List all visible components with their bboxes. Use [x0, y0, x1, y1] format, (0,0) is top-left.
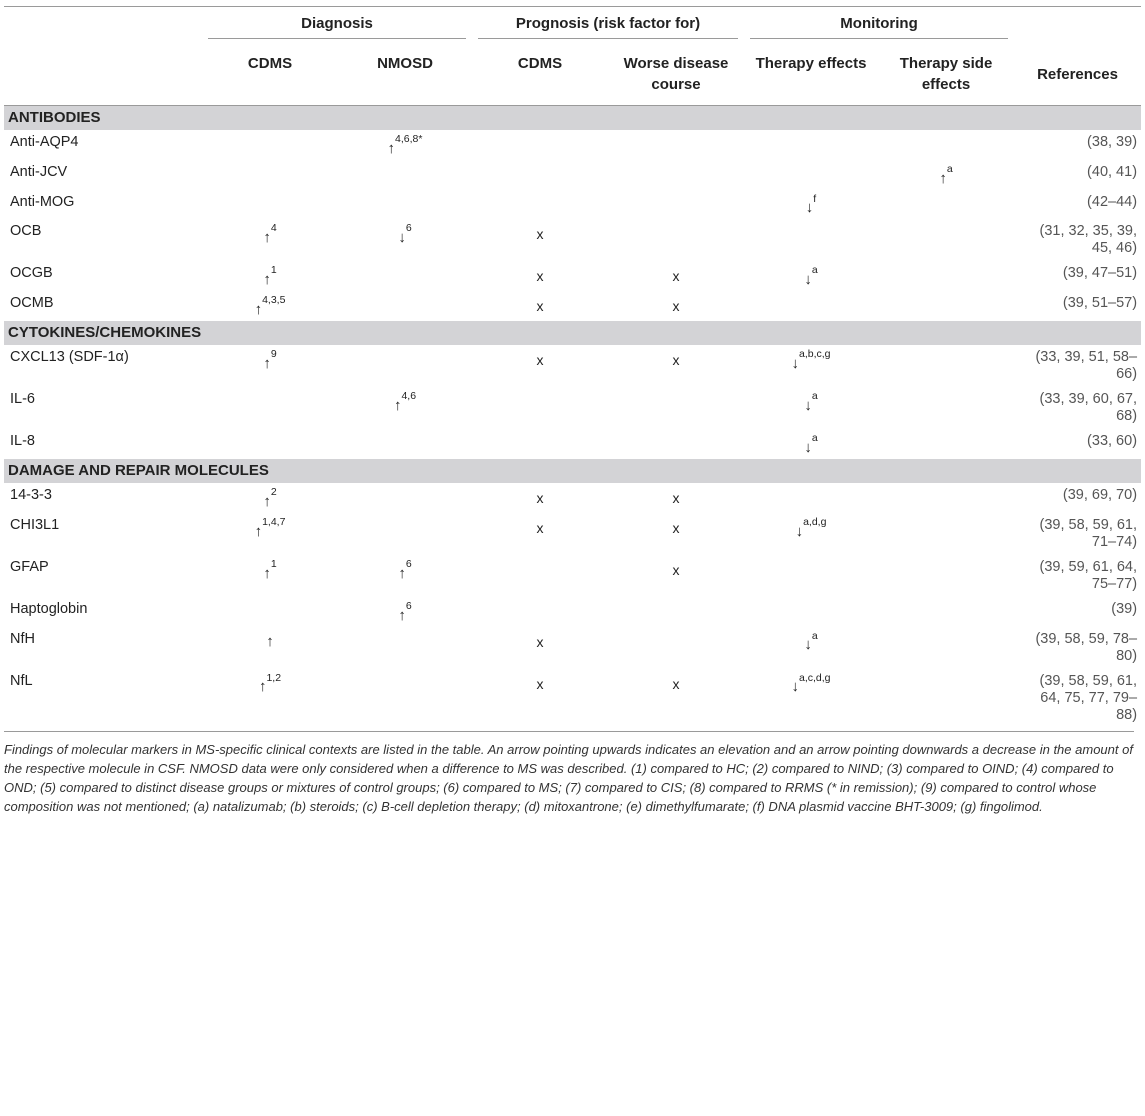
marker-name: 14-3-3	[10, 486, 52, 503]
cell-cdms	[202, 261, 338, 291]
cell-prognosis-cdms	[472, 627, 608, 669]
cell-cdms	[202, 555, 338, 597]
cell-therapy-effects	[744, 483, 878, 513]
cell-cdms	[202, 130, 338, 160]
superscript-note: 2	[270, 485, 277, 498]
marker-name: IL-6	[10, 391, 35, 408]
cell-worse-course	[608, 160, 744, 190]
superscript-note: a,c,d,g	[799, 671, 831, 684]
superscript-note: a	[811, 432, 818, 445]
cell-nmosd	[338, 130, 472, 160]
arrow-up-icon: ↑	[254, 522, 263, 540]
table-row	[4, 429, 1141, 459]
arrow-down-marker	[792, 673, 831, 695]
x-mark: x	[672, 675, 680, 692]
marker-name: OCB	[10, 223, 42, 240]
table-row	[4, 160, 1141, 190]
table-row	[4, 627, 1141, 669]
arrow-down-marker	[804, 391, 817, 413]
arrow-up-marker	[255, 517, 286, 539]
cell-cdms	[202, 513, 338, 555]
cell-worse-course	[608, 513, 744, 555]
table-row	[4, 261, 1141, 291]
cell-cdms	[202, 597, 338, 627]
arrow-down-marker	[804, 265, 817, 287]
cell-references: (39, 51–57)	[1062, 295, 1138, 312]
arrow-up-icon: ↑	[263, 492, 271, 510]
superscript-note: 1	[270, 264, 277, 277]
cell-therapy-effects	[744, 597, 878, 627]
cell-therapy-effects	[744, 190, 878, 220]
superscript-note: 1,4,7	[262, 515, 286, 528]
cell-cdms	[202, 345, 338, 387]
cell-therapy-effects	[744, 555, 878, 597]
x-mark: x	[672, 298, 680, 315]
x-mark: x	[672, 561, 680, 578]
cell-therapy-effects	[744, 513, 878, 555]
superscript-note: 6	[405, 599, 412, 612]
arrow-up-icon: ↑	[939, 169, 947, 187]
cell-therapy-side-effects	[878, 160, 1014, 190]
arrow-up-marker	[263, 223, 276, 245]
arrow-down-icon: ↓	[791, 678, 799, 696]
cell-cdms	[202, 291, 338, 321]
cell-nmosd	[338, 190, 472, 220]
arrow-up-icon: ↑	[263, 564, 271, 582]
cell-prognosis-cdms	[472, 513, 608, 555]
table-row	[4, 513, 1141, 555]
x-mark: x	[672, 268, 680, 285]
arrow-down-icon: ↓	[805, 199, 814, 217]
header-prognosis: Prognosis (risk factor for)	[472, 7, 744, 48]
cell-cdms	[202, 190, 338, 220]
col-cdms: CDMS	[247, 55, 293, 72]
col-nmosd: NMOSD	[377, 55, 433, 72]
arrow-down-icon: ↓	[804, 636, 812, 654]
cell-cdms	[202, 160, 338, 190]
cell-cdms	[202, 669, 338, 728]
cell-prognosis-cdms	[472, 387, 608, 429]
superscript-note: a	[811, 629, 818, 642]
cell-therapy-effects	[744, 291, 878, 321]
cell-prognosis-cdms	[472, 597, 608, 627]
col-references: References	[1037, 65, 1118, 83]
cell-references: (39, 59, 61, 64, 75–77)	[1039, 558, 1138, 592]
cell-therapy-effects	[744, 261, 878, 291]
arrow-down-icon: ↓	[804, 396, 812, 414]
cell-prognosis-cdms	[472, 219, 608, 261]
table-row	[4, 190, 1141, 220]
marker-name: OCGB	[10, 265, 53, 282]
col-therapy-side-effects: Therapy side effects	[899, 55, 993, 93]
section-row	[4, 321, 1141, 345]
arrow-up-marker	[263, 487, 276, 509]
arrow-up-marker	[263, 349, 276, 371]
table-footnote: Findings of molecular markers in MS-specific clinical contexts are listed in the table. An arrow pointing upwards indicates an elevation and an arrow pointing downwards a decrease in the amount of the respective molecule in CSF. NMOSD data were only considered when a difference to MS was described. (1) compared to HC; (2) compared to NIND; (3) compared to OIND; (4) compared to OND; (5) compared to distinct disease groups or mixtures of control groups; (6) compared to MS; (7) compared to CIS; (8) compared to RRMS (* in remission); (9) compared to control whose composition was not mentioned; (a) natalizumab; (b) steroids; (c) B-cell depletion therapy; (d) mitoxantrone; (e) dimethylfumarate; (f) DNA plasmid vaccine BHT-3009; (g) fingolimod.	[4, 731, 1134, 816]
cell-therapy-effects	[744, 219, 878, 261]
cell-prognosis-cdms	[472, 669, 608, 728]
cell-nmosd	[338, 219, 472, 261]
cell-worse-course	[608, 387, 744, 429]
header-column-row	[4, 47, 1141, 106]
marker-name: Anti-AQP4	[10, 134, 79, 150]
cell-nmosd	[338, 160, 472, 190]
x-mark: x	[536, 352, 544, 369]
arrow-down-icon: ↓	[398, 229, 406, 247]
cell-nmosd	[338, 555, 472, 597]
arrow-up-marker	[388, 134, 423, 156]
cell-therapy-effects	[744, 387, 878, 429]
arrow-up-icon: ↑	[393, 396, 402, 414]
cell-prognosis-cdms	[472, 483, 608, 513]
markers-table	[4, 6, 1141, 728]
cell-references: (33, 39, 60, 67, 68)	[1039, 391, 1138, 425]
cell-worse-course	[608, 483, 744, 513]
marker-name: OCMB	[10, 295, 54, 312]
marker-name: CHI3L1	[10, 516, 60, 533]
cell-therapy-side-effects	[878, 513, 1014, 555]
header-diagnosis: Diagnosis	[202, 7, 472, 48]
table-row	[4, 555, 1141, 597]
table-row	[4, 219, 1141, 261]
arrow-up-marker	[263, 265, 276, 287]
cell-therapy-side-effects	[878, 387, 1014, 429]
superscript-note: f	[813, 192, 817, 205]
arrow-down-icon: ↓	[804, 438, 812, 456]
cell-references: (33, 39, 51, 58–66)	[1035, 349, 1138, 383]
arrow-down-marker	[398, 223, 411, 245]
cell-worse-course	[608, 291, 744, 321]
arrow-up-marker	[255, 295, 286, 317]
table-row	[4, 345, 1141, 387]
x-mark: x	[672, 352, 680, 369]
superscript-note: 6	[405, 557, 412, 570]
x-mark: x	[536, 268, 544, 285]
arrow-down-marker	[804, 631, 817, 653]
cell-prognosis-cdms	[472, 261, 608, 291]
cell-worse-course	[608, 429, 744, 459]
section-title: DAMAGE AND REPAIR MOLECULES	[4, 459, 1141, 483]
superscript-note: a	[811, 390, 818, 403]
x-mark: x	[672, 519, 680, 536]
arrow-up-marker	[263, 559, 276, 581]
table-body	[4, 106, 1141, 728]
cell-nmosd	[338, 513, 472, 555]
cell-prognosis-cdms	[472, 429, 608, 459]
marker-name: CXCL13 (SDF-1α)	[10, 349, 129, 366]
col-worse-course: Worse disease course	[623, 55, 729, 93]
cell-worse-course	[608, 190, 744, 220]
arrow-down-marker	[804, 433, 817, 455]
arrow-up-icon: ↑	[263, 354, 271, 372]
cell-prognosis-cdms	[472, 190, 608, 220]
arrow-up-marker	[266, 631, 274, 649]
arrow-up-marker	[939, 164, 952, 186]
x-mark: x	[536, 298, 544, 315]
cell-cdms	[202, 387, 338, 429]
table-row	[4, 387, 1141, 429]
superscript-note: 4,6,8*	[395, 133, 423, 145]
x-mark: x	[536, 489, 544, 506]
arrow-up-icon: ↑	[263, 271, 271, 289]
arrow-down-marker	[792, 349, 831, 371]
marker-name: Anti-MOG	[10, 193, 75, 210]
col-prognosis-cdms: CDMS	[517, 55, 563, 72]
cell-cdms	[202, 483, 338, 513]
cell-references: (39, 58, 59, 78–80)	[1035, 630, 1138, 664]
x-mark: x	[536, 519, 544, 536]
cell-nmosd	[338, 429, 472, 459]
cell-prognosis-cdms	[472, 160, 608, 190]
cell-worse-course	[608, 130, 744, 160]
arrow-up-icon: ↑	[398, 564, 406, 582]
cell-worse-course	[608, 627, 744, 669]
arrow-down-marker	[806, 194, 816, 216]
superscript-note: 1	[270, 557, 277, 570]
cell-cdms	[202, 219, 338, 261]
cell-nmosd	[338, 345, 472, 387]
cell-worse-course	[608, 669, 744, 728]
cell-references: (42–44)	[1087, 193, 1138, 210]
superscript-note: 4,6	[401, 390, 417, 403]
arrow-up-icon: ↑	[254, 301, 263, 319]
cell-references: (39, 58, 59, 61, 71–74)	[1039, 516, 1138, 550]
cell-therapy-side-effects	[878, 291, 1014, 321]
cell-therapy-side-effects	[878, 483, 1014, 513]
table-row	[4, 291, 1141, 321]
cell-therapy-side-effects	[878, 669, 1014, 728]
superscript-note: 9	[270, 348, 277, 361]
cell-therapy-side-effects	[878, 190, 1014, 220]
arrow-down-marker	[796, 517, 827, 539]
cell-nmosd	[338, 597, 472, 627]
superscript-note: a,d,g	[803, 515, 827, 528]
section-title: CYTOKINES/CHEMOKINES	[4, 321, 1141, 345]
cell-prognosis-cdms	[472, 555, 608, 597]
cell-nmosd	[338, 627, 472, 669]
superscript-note: a	[946, 162, 953, 175]
table-row	[4, 669, 1141, 728]
arrow-up-icon: ↑	[266, 632, 274, 650]
marker-name: GFAP	[10, 558, 49, 575]
arrow-down-icon: ↓	[804, 271, 812, 289]
cell-therapy-side-effects	[878, 130, 1014, 160]
cell-references: (40, 41)	[1087, 163, 1138, 180]
table-row	[4, 130, 1141, 160]
cell-therapy-effects	[744, 130, 878, 160]
header-monitoring: Monitoring	[744, 7, 1014, 48]
superscript-note: 6	[405, 222, 412, 235]
section-row	[4, 459, 1141, 483]
cell-references: (38, 39)	[1087, 134, 1138, 150]
cell-therapy-side-effects	[878, 429, 1014, 459]
table-row	[4, 597, 1141, 627]
cell-references: (31, 32, 35, 39, 45, 46)	[1039, 223, 1138, 257]
cell-therapy-side-effects	[878, 345, 1014, 387]
arrow-up-icon: ↑	[263, 229, 271, 247]
cell-worse-course	[608, 219, 744, 261]
cell-worse-course	[608, 555, 744, 597]
cell-prognosis-cdms	[472, 345, 608, 387]
cell-therapy-side-effects	[878, 219, 1014, 261]
x-mark: x	[536, 675, 544, 692]
arrow-up-icon: ↑	[387, 139, 396, 157]
marker-name: IL-8	[10, 433, 35, 450]
cell-therapy-effects	[744, 429, 878, 459]
x-mark: x	[672, 489, 680, 506]
marker-name: Anti-JCV	[10, 163, 68, 180]
cell-cdms	[202, 627, 338, 669]
cell-therapy-side-effects	[878, 627, 1014, 669]
cell-references: (39)	[1111, 600, 1138, 617]
cell-therapy-effects	[744, 160, 878, 190]
x-mark: x	[536, 226, 544, 243]
cell-therapy-effects	[744, 345, 878, 387]
cell-prognosis-cdms	[472, 291, 608, 321]
cell-therapy-effects	[744, 627, 878, 669]
cell-therapy-side-effects	[878, 555, 1014, 597]
arrow-up-marker	[394, 391, 416, 413]
superscript-note: 4,3,5	[262, 294, 286, 307]
cell-therapy-effects	[744, 669, 878, 728]
header-group-row	[4, 7, 1141, 48]
cell-nmosd	[338, 261, 472, 291]
superscript-note: a	[811, 264, 818, 277]
cell-worse-course	[608, 597, 744, 627]
cell-worse-course	[608, 345, 744, 387]
header-blank-refs	[1014, 7, 1141, 48]
x-mark: x	[536, 633, 544, 650]
cell-cdms	[202, 429, 338, 459]
superscript-note: a,b,c,g	[799, 348, 831, 361]
cell-nmosd	[338, 669, 472, 728]
superscript-note: 4	[270, 222, 277, 235]
arrow-down-icon: ↓	[795, 522, 804, 540]
cell-nmosd	[338, 291, 472, 321]
cell-prognosis-cdms	[472, 130, 608, 160]
marker-name: NfL	[10, 672, 33, 689]
section-title: ANTIBODIES	[4, 106, 1141, 131]
section-row	[4, 106, 1141, 131]
cell-references: (39, 47–51)	[1062, 265, 1138, 282]
table-row	[4, 483, 1141, 513]
cell-therapy-side-effects	[878, 261, 1014, 291]
arrow-up-icon: ↑	[258, 678, 267, 696]
header-blank	[4, 7, 202, 48]
header-marker	[4, 47, 202, 106]
cell-references: (39, 69, 70)	[1062, 486, 1138, 503]
marker-name: NfH	[10, 630, 35, 647]
cell-nmosd	[338, 387, 472, 429]
cell-references: (39, 58, 59, 61, 64, 75, 77, 79–88)	[1039, 672, 1138, 723]
cell-references: (33, 60)	[1087, 433, 1138, 450]
arrow-down-icon: ↓	[791, 354, 799, 372]
cell-therapy-side-effects	[878, 597, 1014, 627]
arrow-up-marker	[259, 673, 281, 695]
arrow-up-icon: ↑	[398, 606, 406, 624]
cell-worse-course	[608, 261, 744, 291]
cell-nmosd	[338, 483, 472, 513]
col-therapy-effects: Therapy effects	[755, 55, 867, 72]
arrow-up-marker	[398, 601, 411, 623]
marker-name: Haptoglobin	[10, 600, 88, 617]
arrow-up-marker	[398, 559, 411, 581]
superscript-note: 1,2	[266, 671, 282, 684]
